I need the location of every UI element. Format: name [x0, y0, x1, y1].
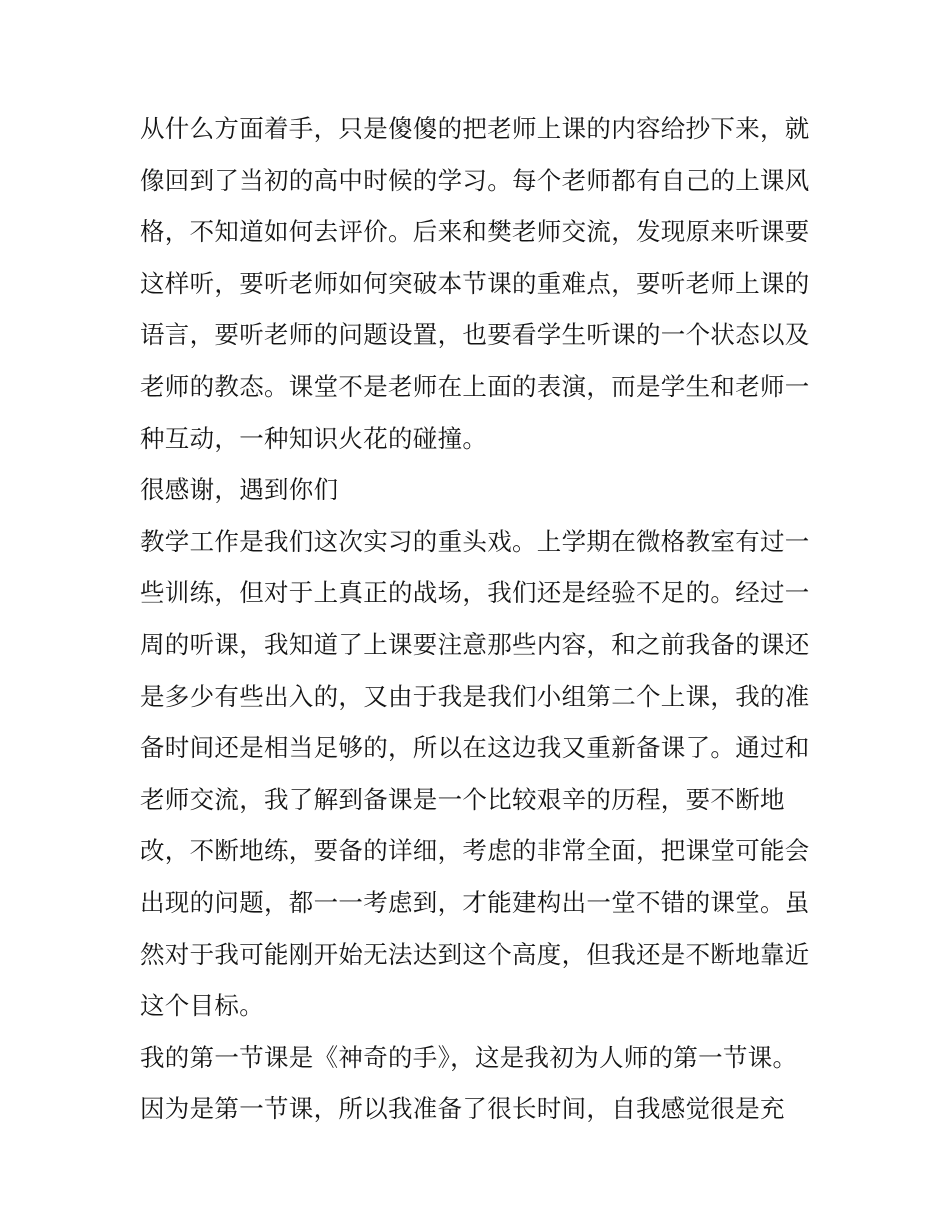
text-line: 种互动，一种知识火花的碰撞。 [140, 423, 488, 453]
text-line: 从什么方面着手，只是傻傻的把老师上课的内容给抄下来，就 [140, 114, 810, 143]
text-line: 出现的问题，都一一考虑到，才能建构出一堂不错的课堂。虽 [140, 887, 810, 917]
text-line: 因为是第一节课，所以我准备了很长时间，自我感觉很是充 [140, 1094, 785, 1124]
section-heading: 很感谢，遇到你们 [140, 475, 339, 505]
text-line: 语言，要听老师的问题设置，也要看学生听课的一个状态以及 [140, 320, 810, 350]
text-line: 是多少有些出入的，又由于我是我们小组第二个上课，我的准 [140, 681, 810, 711]
text-line: 些训练，但对于上真正的战场，我们还是经验不足的。经过一 [140, 578, 810, 608]
text-line: 教学工作是我们这次实习的重头戏。上学期在微格教室有过一 [140, 526, 810, 556]
text-line: 然对于我可能刚开始无法达到这个高度，但我还是不断地靠近 [140, 939, 810, 969]
body-text [140, 103, 820, 1135]
text-line: 我的第一节课是《神奇的手》，这是我初为人师的第一节课。 [140, 1042, 798, 1072]
text-line: 备时间还是相当足够的，所以在这边我又重新备课了。通过和 [140, 733, 810, 763]
text-line: 这个目标。 [140, 991, 264, 1021]
text-line: 格，不知道如何去评价。后来和樊老师交流，发现原来听课要 [140, 217, 810, 247]
text-line: 这样听，要听老师如何突破本节课的重难点，要听老师上课的 [140, 268, 810, 298]
text-line: 像回到了当初的高中时候的学习。每个老师都有自己的上课风 [140, 165, 810, 195]
text-line: 周的听课，我知道了上课要注意那些内容，和之前我备的课还 [140, 629, 810, 659]
text-line: 改，不断地练，要备的详细，考虑的非常全面，把课堂可能会 [140, 836, 810, 866]
text-line: 老师的教态。课堂不是老师在上面的表演，而是学生和老师一 [140, 371, 810, 401]
text-line: 老师交流，我了解到备课是一个比较艰辛的历程，要不断地 [140, 784, 785, 814]
